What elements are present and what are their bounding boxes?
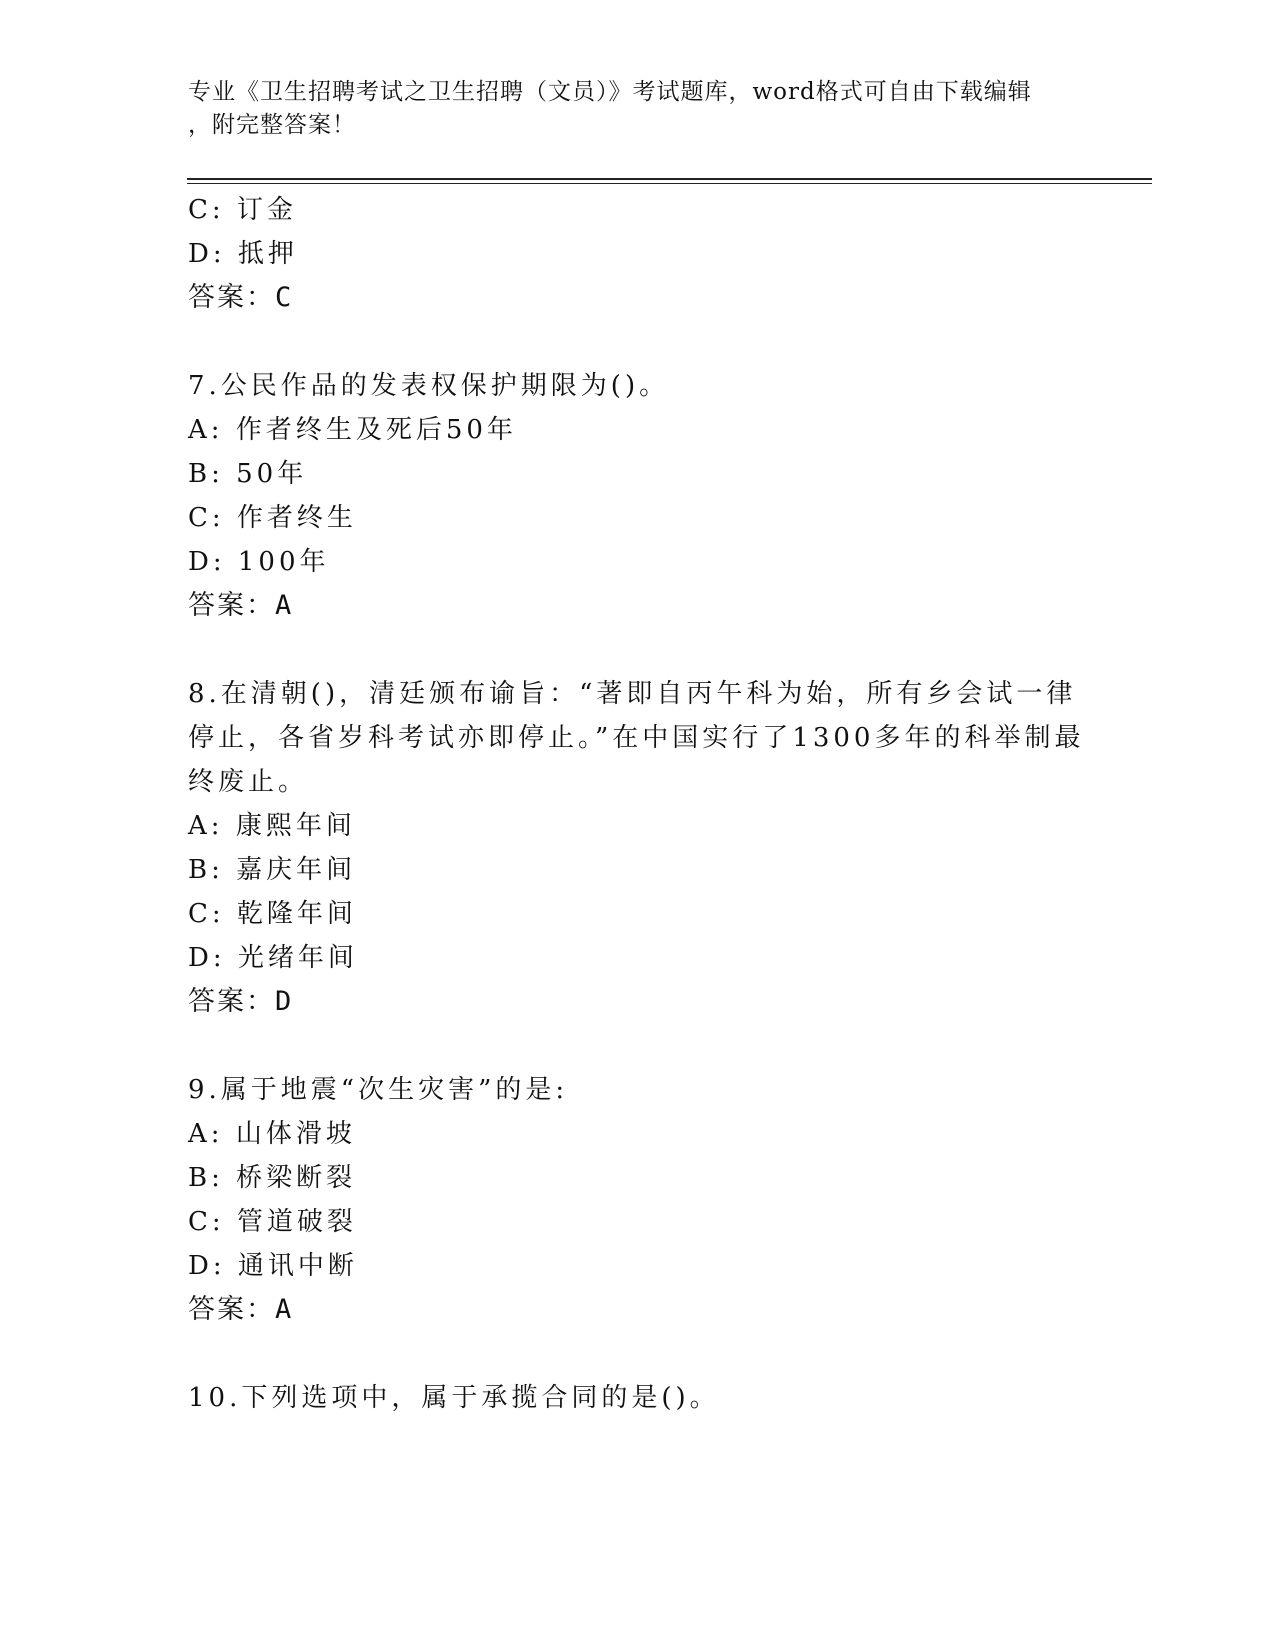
q8-option-d (188, 938, 358, 978)
option-text: 订金 (236, 195, 297, 225)
question-9-stem: 9.属于地震“次生灾害”的是: (188, 1075, 569, 1105)
q8-answer: 答案：D (188, 986, 294, 1017)
option-text: 光绪年间 (237, 943, 358, 973)
option-letter: D: (188, 239, 226, 269)
q9-option-b (188, 1158, 356, 1198)
header-rule (187, 178, 1152, 180)
question-8-stem-line-1: 8.在清朝()，清廷颁布谕旨：“著即自丙午科为始，所有乡会试一律 (188, 679, 1077, 709)
option-c (188, 190, 297, 230)
q8-option-a (188, 806, 356, 846)
q7-option-a (188, 410, 517, 450)
header-line-1: 专业《卫生招聘考试之卫生招聘（文员）》考试题库，word格式可自由下载编辑 (188, 79, 1032, 105)
option-text: 50年 (236, 459, 308, 489)
question-8-stem-line-3: 终废止。 (188, 767, 309, 797)
q7-answer: 答案：A (188, 590, 294, 621)
question-7-stem: 7.公民作品的发表权保护期限为()。 (188, 371, 670, 401)
answer-line: 答案：C (188, 282, 294, 313)
option-text: 乾隆年间 (236, 899, 357, 929)
option-letter: D: (188, 547, 226, 577)
option-text: 管道破裂 (236, 1207, 357, 1237)
q7-option-d (188, 542, 330, 582)
option-text: 康熙年间 (235, 811, 356, 841)
option-letter: B: (188, 1163, 224, 1193)
question-8-stem-line-2: 停止，各省岁科考试亦即停止。”在中国实行了1300多年的科举制最 (188, 723, 1085, 753)
option-d (188, 234, 298, 274)
q9-option-a (188, 1114, 356, 1154)
question-10-stem: 10.下列选项中，属于承揽合同的是()。 (188, 1383, 720, 1413)
q9-option-c (188, 1202, 357, 1242)
option-letter: A: (188, 415, 224, 445)
option-text: 100年 (237, 547, 330, 577)
option-letter: B: (188, 855, 224, 885)
option-letter: C: (188, 1207, 225, 1237)
option-text: 桥梁断裂 (236, 1163, 357, 1193)
q9-answer: 答案：A (188, 1294, 294, 1325)
document-header (188, 76, 1068, 142)
option-text: 作者终生 (236, 503, 357, 533)
header-rule-thin (187, 183, 1152, 184)
header-line-2: ，附完整答案！ (188, 112, 356, 138)
option-text: 抵押 (237, 239, 298, 269)
option-text: 作者终生及死后50年 (235, 415, 517, 445)
option-letter: A: (188, 811, 224, 841)
option-text: 嘉庆年间 (236, 855, 357, 885)
option-letter: D: (188, 943, 226, 973)
q7-option-c (188, 498, 357, 538)
q7-option-b (188, 454, 307, 494)
option-letter: C: (188, 899, 225, 929)
option-text: 通讯中断 (237, 1251, 358, 1281)
option-letter: B: (188, 459, 224, 489)
option-letter: A: (188, 1119, 224, 1149)
option-letter: C: (188, 195, 225, 225)
option-text: 山体滑坡 (235, 1119, 356, 1149)
q9-option-d (188, 1246, 358, 1286)
option-letter: C: (188, 503, 225, 533)
q8-option-b (188, 850, 356, 890)
option-letter: D: (188, 1251, 226, 1281)
q8-option-c (188, 894, 357, 934)
